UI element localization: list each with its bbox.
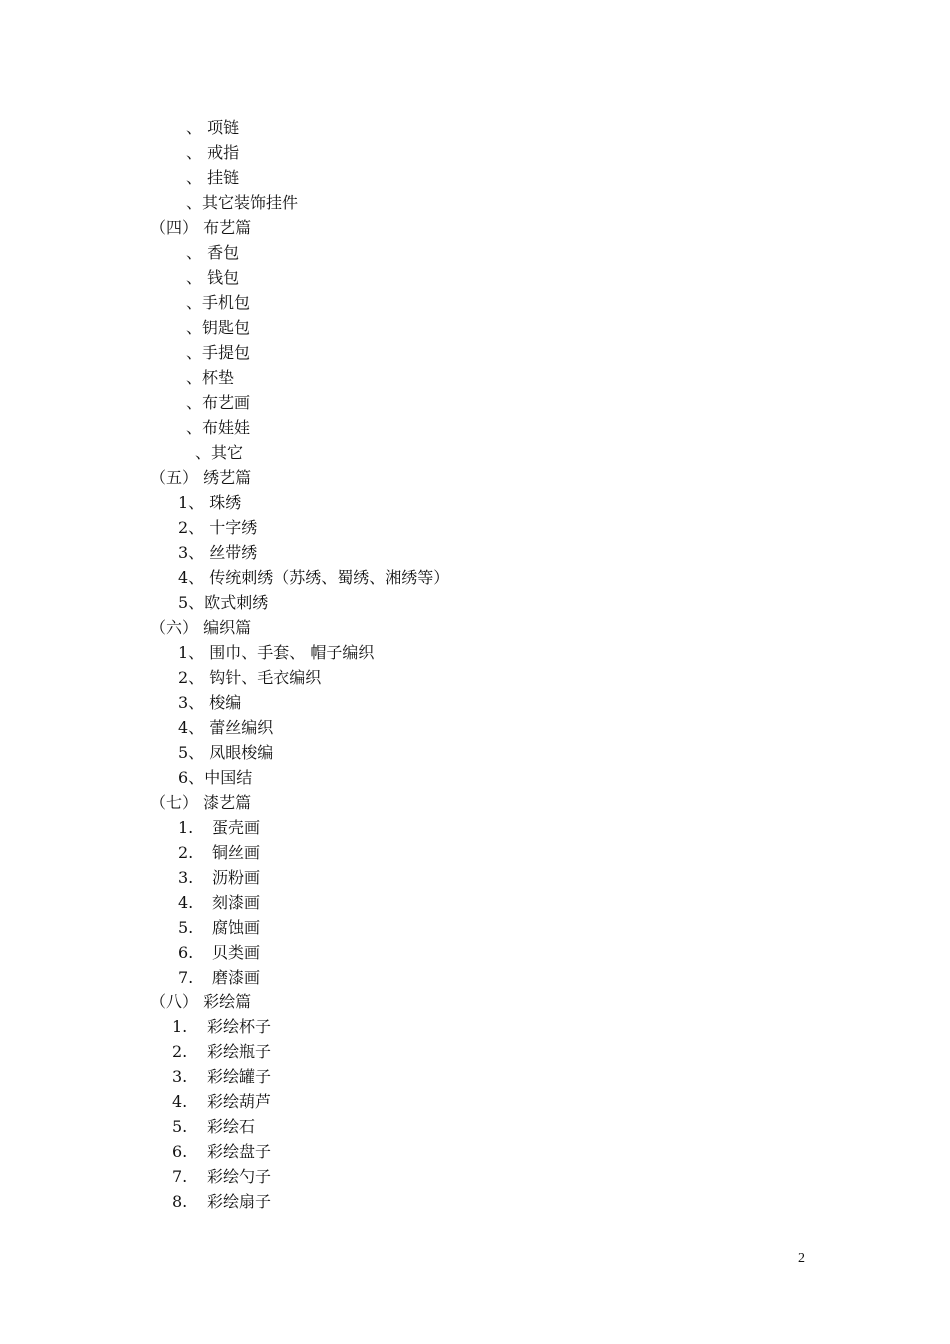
list-item-text: 中国结 [204,768,253,787]
list-marker: 、 [186,293,203,312]
list-item-text: 刻漆画 [212,893,261,912]
list-item [186,318,250,338]
list-item-text: 彩绘盘子 [207,1142,272,1161]
list-item [178,768,252,788]
list-item-text: 彩绘石 [207,1117,256,1136]
list-item [186,193,298,213]
list-item [178,868,260,888]
list-marker: 1、 [178,493,205,512]
list-marker: 、 [186,193,203,212]
list-item-text: 布娃娃 [202,418,251,437]
list-item [178,893,260,913]
list-marker: 、 [186,318,203,337]
section-heading [150,793,251,813]
list-item-text: 梭编 [209,693,242,712]
list-item [178,593,268,613]
list-item [186,343,250,363]
list-item [186,393,250,413]
list-marker: 2、 [178,518,205,537]
list-item [172,1042,271,1062]
section-heading [150,992,251,1012]
list-item [178,693,241,713]
section-marker: （四） [150,218,199,237]
list-marker: 1、 [178,643,205,662]
section-title: 彩绘篇 [203,992,252,1011]
list-item [195,443,243,463]
section-title: 编织篇 [203,618,252,637]
list-marker: 1. [172,1017,188,1036]
list-item [186,168,239,188]
list-marker: 2. [178,843,194,862]
list-marker: 5、 [178,593,205,612]
list-marker: 6. [172,1142,188,1161]
list-item [186,368,234,388]
list-item-text: 凤眼梭编 [209,743,274,762]
list-marker: 5. [172,1117,188,1136]
list-item [178,643,374,663]
list-item-text: 钩针、毛衣编织 [209,668,322,687]
list-item [172,1167,271,1187]
list-marker: 、 [186,118,208,137]
list-marker: 4. [178,893,194,912]
section-marker: （五） [150,468,199,487]
list-item-text: 戒指 [207,143,240,162]
section-marker: （七） [150,793,199,812]
section-title: 绣艺篇 [203,468,252,487]
list-item-text: 杯垫 [202,368,235,387]
list-item-text: 传统刺绣（苏绣、蜀绣、湘绣等） [209,568,450,587]
list-item [178,943,260,963]
list-marker: 3. [178,868,194,887]
list-marker: 2. [172,1042,188,1061]
list-item-text: 彩绘勺子 [207,1167,272,1186]
list-item-text: 蛋壳画 [212,818,261,837]
list-item [186,293,250,313]
list-item-text: 布艺画 [202,393,251,412]
section-marker: （六） [150,618,199,637]
list-marker: 6. [178,943,194,962]
section-heading [150,618,251,638]
list-item [178,968,260,988]
list-item-text: 香包 [207,243,240,262]
list-marker: 7. [178,968,194,987]
list-item [178,668,321,688]
list-item-text: 手机包 [202,293,251,312]
list-marker: 、 [186,368,203,387]
list-item-text: 丝带绣 [209,543,258,562]
list-item [178,743,273,763]
list-marker: 3、 [178,693,205,712]
list-marker: 、 [186,143,208,162]
list-item [178,718,273,738]
list-item-text: 挂链 [207,168,240,187]
list-item-text: 彩绘杯子 [207,1017,272,1036]
list-item [178,568,449,588]
list-marker: 4. [172,1092,188,1111]
list-item [178,493,241,513]
list-item [172,1117,255,1137]
list-item-text: 其它 [211,443,244,462]
list-marker: 1. [178,818,194,837]
list-marker: 、 [186,243,208,262]
section-marker: （八） [150,992,199,1011]
list-marker: 4、 [178,718,205,737]
list-item-text: 贝类画 [212,943,261,962]
list-item [172,1092,271,1112]
list-marker: 3. [172,1067,188,1086]
section-heading [150,468,251,488]
list-item-text: 彩绘扇子 [207,1192,272,1211]
list-item-text: 项链 [207,118,240,137]
list-item-text: 腐蚀画 [212,918,261,937]
list-item [178,918,260,938]
list-item [186,268,239,288]
list-item-text: 铜丝画 [212,843,261,862]
list-marker: 、 [186,418,203,437]
list-marker: 5、 [178,743,205,762]
list-item [172,1142,271,1162]
list-item-text: 围巾、手套、 帽子编织 [209,643,375,662]
list-item-text: 手提包 [202,343,251,362]
list-marker: 6、 [178,768,205,787]
list-item [172,1067,271,1087]
section-title: 漆艺篇 [203,793,252,812]
list-item [186,118,239,138]
list-marker: 、 [186,268,208,287]
page-number: 2 [798,1251,805,1266]
list-item-text: 钱包 [207,268,240,287]
list-item-text: 珠绣 [209,493,242,512]
list-item-text: 彩绘瓶子 [207,1042,272,1061]
list-item-text: 其它装饰挂件 [202,193,299,212]
list-item-text: 十字绣 [209,518,258,537]
list-marker: 8. [172,1192,188,1211]
list-marker: 、 [186,343,203,362]
list-item [172,1017,271,1037]
list-marker: 7. [172,1167,188,1186]
list-item [178,843,260,863]
list-item [178,543,257,563]
list-item-text: 沥粉画 [212,868,261,887]
section-title: 布艺篇 [203,218,252,237]
list-item [186,143,239,163]
list-item-text: 彩绘葫芦 [207,1092,272,1111]
list-item-text: 钥匙包 [202,318,251,337]
list-item-text: 蕾丝编织 [209,718,274,737]
list-marker: 5. [178,918,194,937]
list-item [178,818,260,838]
list-marker: 3、 [178,543,205,562]
list-item [178,518,257,538]
list-item [186,243,239,263]
list-item [172,1192,271,1212]
list-item-text: 磨漆画 [212,968,261,987]
list-marker: 2、 [178,668,205,687]
list-item-text: 欧式刺绣 [204,593,269,612]
section-heading [150,218,251,238]
list-marker: 、 [186,168,208,187]
list-marker: 、 [195,443,212,462]
list-marker: 4、 [178,568,205,587]
list-item-text: 彩绘罐子 [207,1067,272,1086]
list-marker: 、 [186,393,203,412]
list-item [186,418,250,438]
